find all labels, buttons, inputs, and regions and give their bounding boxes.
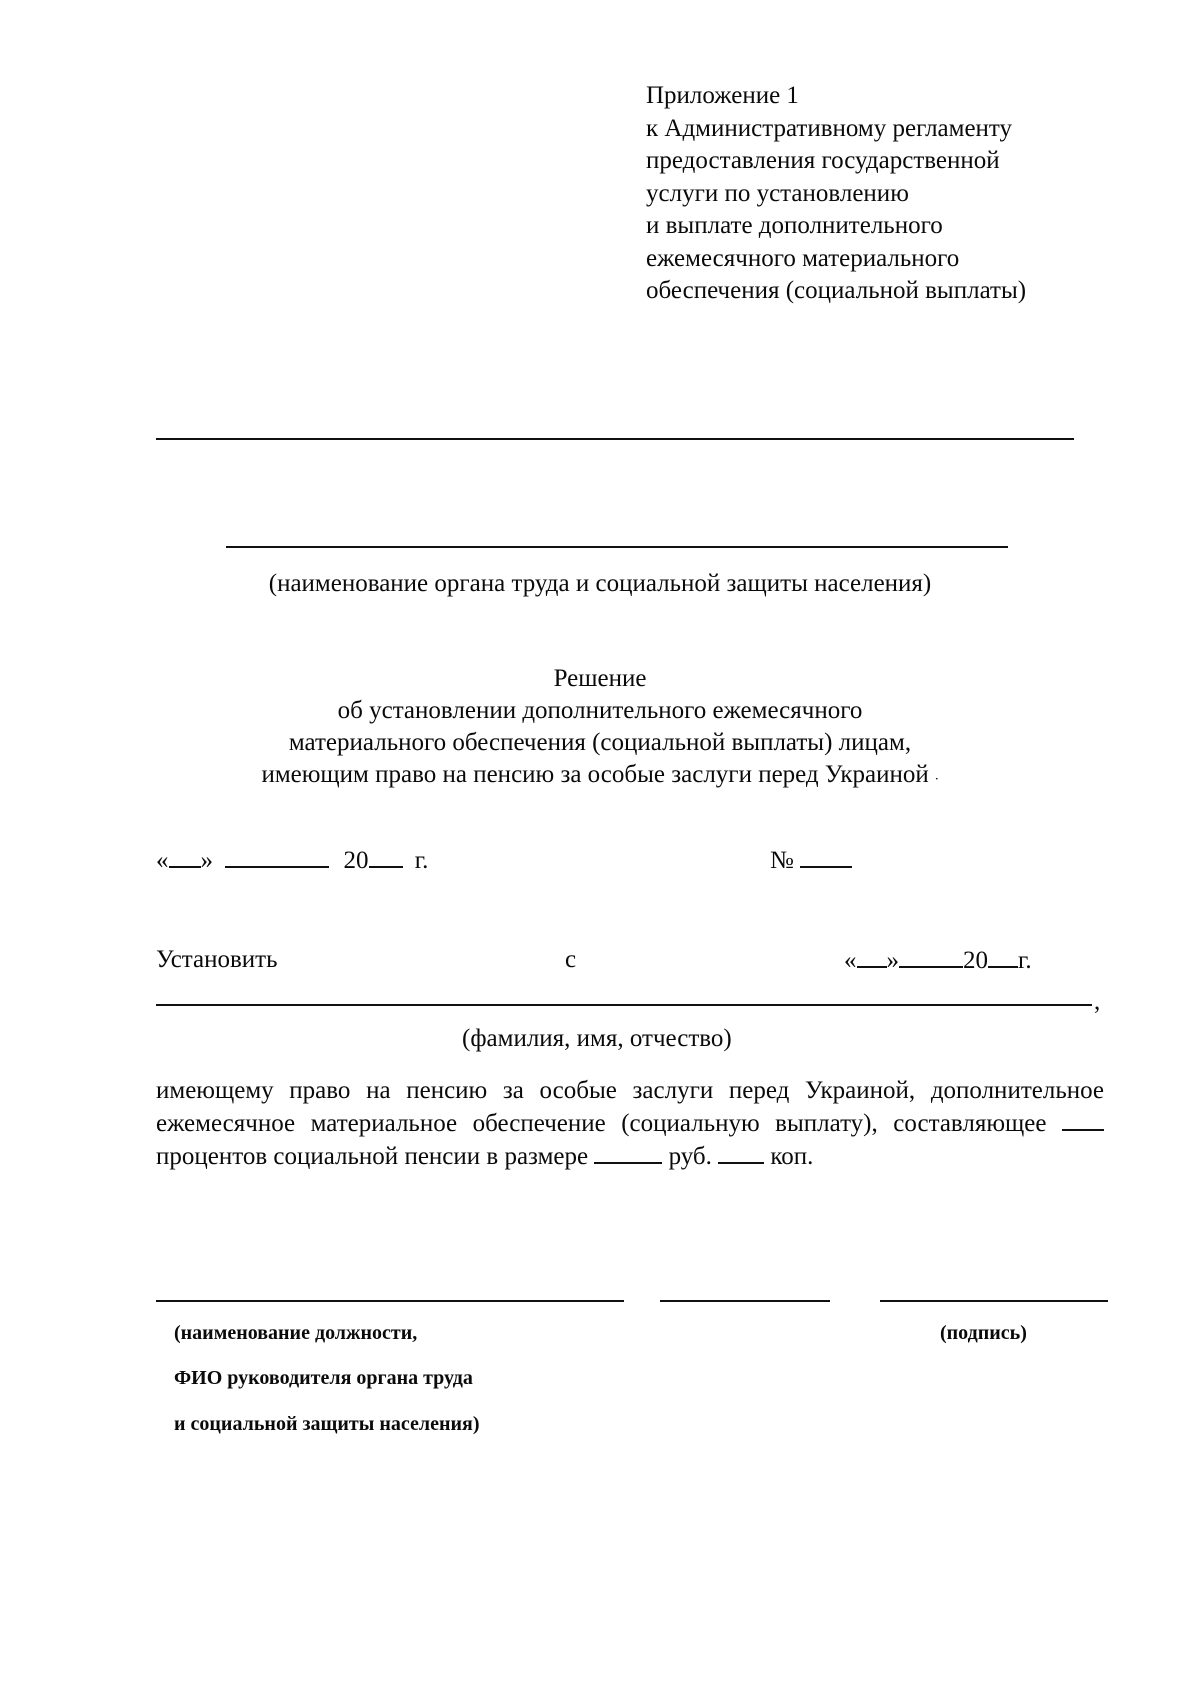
- kop-label: коп.: [770, 1143, 814, 1170]
- day-blank: [857, 946, 887, 968]
- position-caption-line: и социальной защиты населения): [174, 1413, 480, 1435]
- annex-line: обеспечения (социальной выплаты): [646, 277, 1027, 304]
- fio-sign-line: [660, 1300, 830, 1302]
- position-caption-line: ФИО руководителя органа труда: [174, 1367, 473, 1389]
- year-prefix: 20: [963, 947, 988, 974]
- establish-from: с: [565, 946, 577, 973]
- position-caption-line: (наименование должности,: [174, 1322, 418, 1344]
- decision-line: [0, 759, 1200, 792]
- decision-line: об установлении дополнительного ежемесячного: [337, 697, 863, 724]
- year-suffix: г.: [1018, 947, 1032, 974]
- organ-name-line-2: [226, 546, 1008, 548]
- month-blank: [899, 946, 963, 968]
- fio-comma: ,: [1094, 988, 1101, 1015]
- position-line: [156, 1300, 624, 1302]
- body-paragraph: [156, 1074, 1104, 1173]
- year-suffix: г.: [414, 847, 429, 874]
- rub-label: руб.: [668, 1143, 712, 1170]
- organ-caption: (наименование органа труда и социальной защиты населения): [268, 570, 932, 597]
- month-blank: [225, 846, 329, 868]
- number-sign: №: [770, 847, 794, 874]
- close-quote: »: [886, 947, 899, 974]
- trailing-mark: .: [935, 768, 939, 784]
- decision-line-text: имеющим право на пенсию за особые заслуги перед Украиной: [261, 761, 929, 788]
- annex-line: к Административному регламенту: [646, 114, 1013, 142]
- year-blank: [369, 846, 403, 868]
- fio-caption: (фамилия, имя, отчество): [462, 1025, 732, 1052]
- decision-heading: Решение: [553, 665, 647, 692]
- annex-line: предоставления государственной: [646, 147, 1000, 174]
- decision-line: материального обеспечения (социальной выплаты) лицам,: [288, 729, 912, 756]
- day-blank: [169, 846, 201, 868]
- rub-amount-blank: [594, 1142, 662, 1164]
- annex-line: ежемесячного материального: [646, 244, 960, 272]
- percent-blank: [1062, 1109, 1104, 1131]
- year-prefix: 20: [343, 847, 369, 874]
- signature-caption: (подпись): [940, 1322, 1027, 1344]
- number-field: [770, 846, 852, 875]
- kop-amount-blank: [718, 1142, 764, 1164]
- establish-verb: Установить: [156, 946, 278, 973]
- signature-line: [880, 1300, 1108, 1302]
- fio-line: [156, 1004, 1092, 1006]
- date-row: [156, 846, 428, 875]
- annex-line: услуги по установлению: [646, 179, 909, 207]
- establish-date: [844, 946, 1032, 975]
- body-text-1: имеющему право на пенсию за особые заслуги перед Украиной, дополнительное ежемесячное материальное обеспечение (социальную выплату), составляющее: [156, 1077, 1104, 1137]
- open-quote: «: [156, 847, 169, 874]
- annex-line: Приложение 1: [646, 82, 799, 109]
- annex-header: [646, 80, 1116, 308]
- number-blank: [800, 846, 852, 868]
- decision-title: [0, 663, 1200, 792]
- annex-line: и выплате дополнительного: [646, 212, 943, 239]
- close-quote: »: [200, 847, 213, 874]
- body-text-2: процентов социальной пенсии в размере: [156, 1143, 589, 1170]
- open-quote: «: [844, 947, 857, 974]
- organ-name-line-1: [156, 438, 1074, 440]
- year-blank: [988, 946, 1018, 968]
